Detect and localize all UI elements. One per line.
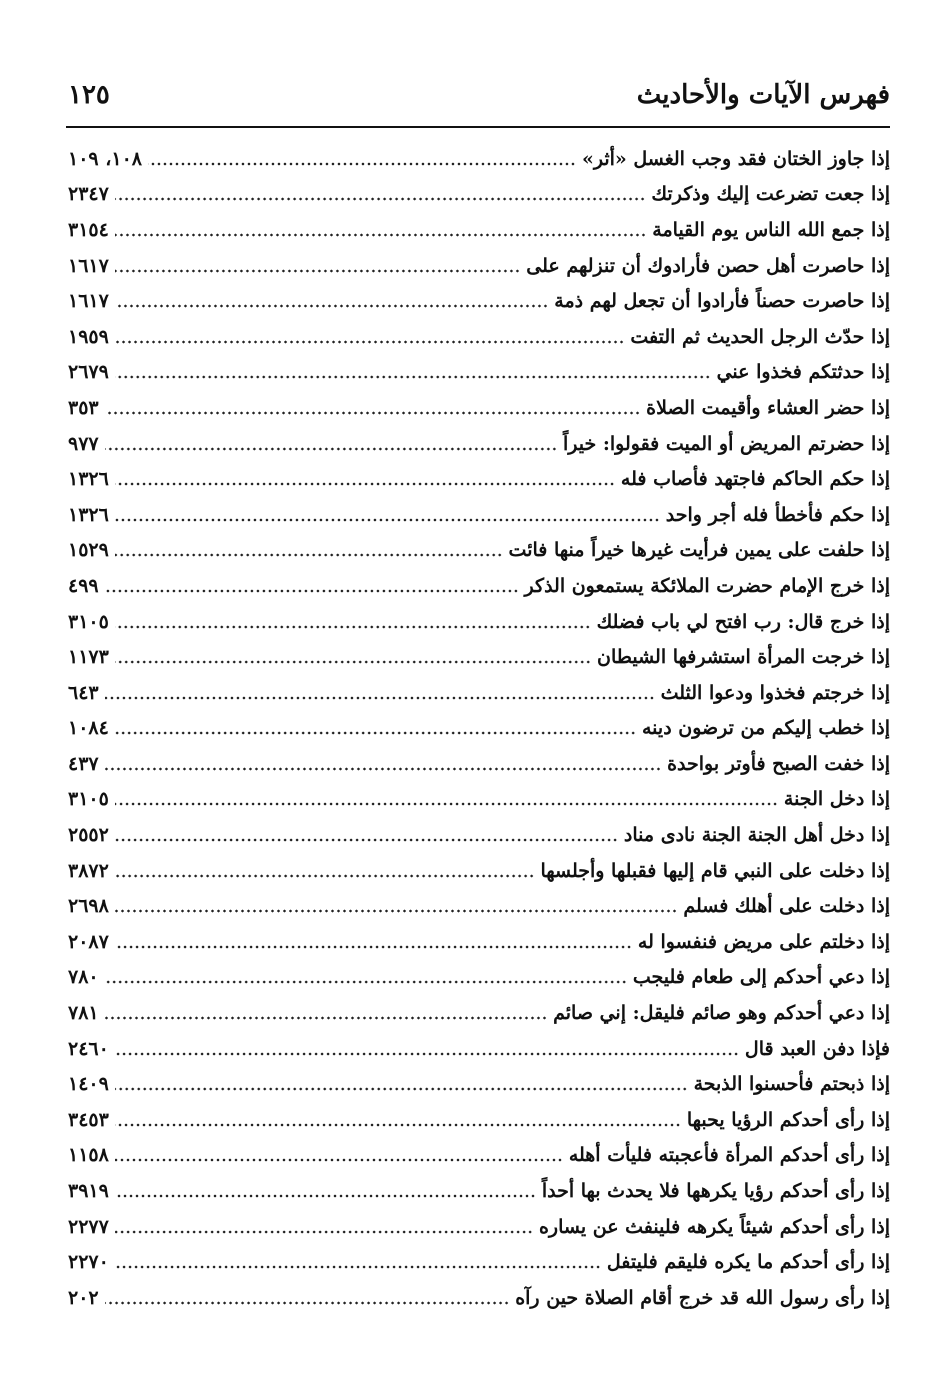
header-rule [66, 126, 890, 128]
entry-reference: ١٩٥٩ [68, 325, 109, 348]
dot-leader [115, 1228, 533, 1236]
index-entry [68, 711, 890, 747]
entry-text: إذا دعي أحدكم إلى طعام فليجب [632, 966, 890, 989]
entry-reference: ٣٥٣ [68, 396, 99, 419]
entry-reference: ٣٩١٩ [68, 1180, 109, 1203]
entry-reference: ١١٥٨ [68, 1144, 109, 1167]
index-entry [68, 248, 890, 284]
dot-leader [115, 872, 535, 880]
index-entry [68, 212, 890, 248]
index-entry [68, 1209, 890, 1245]
entry-text: إذا حلفت على يمين فرأيت غيرها خيراً منها فائت [508, 539, 890, 562]
dot-leader [115, 658, 591, 666]
index-entry [68, 924, 890, 960]
entry-text: إذا رأى رسول الله قد خرج أقام الصلاة حين رآه [515, 1286, 890, 1309]
running-title: فهرس الآيات والأحاديث [636, 80, 890, 110]
dot-leader [115, 480, 615, 488]
entry-text: إذا حاصرت حصناً فأرادوا أن تجعل لهم ذمة [554, 290, 890, 313]
dot-leader [105, 978, 627, 986]
entry-reference: ١٤٠٩ [68, 1073, 109, 1096]
dot-leader [148, 160, 576, 168]
entry-text: إذا حضر العشاء وأقيمت الصلاة [646, 396, 890, 419]
dot-leader [115, 516, 660, 524]
entry-text: إذا حدّث الرجل الحديث ثم التفت [630, 325, 890, 348]
entry-reference: ١٣٢٦ [68, 503, 109, 526]
entry-reference: ٣١٥٤ [68, 218, 109, 241]
index-entry [68, 639, 890, 675]
index-entry [68, 177, 890, 213]
entry-reference: ٢٢٧٠ [68, 1251, 109, 1274]
entry-reference: ٢٥٥٢ [68, 824, 109, 847]
entry-reference: ٢٤٦٠ [68, 1037, 109, 1060]
entry-text: إذا رأى أحدكم الرؤيا يحبها [686, 1108, 890, 1131]
entry-text: إذا دخلتم على مريض فنفسوا له [637, 930, 890, 953]
index-entry [68, 1066, 890, 1102]
dot-leader [115, 195, 646, 203]
dot-leader [115, 623, 591, 631]
entry-reference: ١٣٢٦ [68, 468, 109, 491]
dot-leader [115, 267, 520, 275]
index-entry [68, 1031, 890, 1067]
dot-leader [105, 587, 519, 595]
dot-leader [105, 765, 661, 773]
index-entry [68, 1102, 890, 1138]
index-entry [68, 817, 890, 853]
entry-reference: ١٦١٧ [68, 254, 109, 277]
entry-text: إذا جعت تضرعت إليك وذكرتك [651, 183, 890, 206]
dot-leader [115, 836, 618, 844]
entry-reference: ٢٢٧٧ [68, 1215, 109, 1238]
index-entry [68, 355, 890, 391]
entry-text: إذا رأى أحدكم رؤيا يكرهها فلا يحدث بها أحداً [541, 1180, 890, 1203]
index-entry [68, 782, 890, 818]
entry-text: إذا حدثتكم فخذوا عني [716, 361, 890, 384]
entry-reference: ١٦١٧ [68, 290, 109, 313]
index-entry [68, 604, 890, 640]
dot-leader [115, 338, 625, 346]
dot-leader [115, 1050, 739, 1058]
dot-leader [115, 373, 711, 381]
entry-reference: ٧٨٠ [68, 966, 99, 989]
entry-reference: ٢٦٩٨ [68, 895, 109, 918]
entry-text: إذا دخل الجنة [783, 788, 890, 811]
index-entry [68, 1244, 890, 1280]
dot-leader [115, 1121, 681, 1129]
dot-leader [115, 800, 778, 808]
dot-leader [115, 729, 636, 737]
dot-leader [105, 409, 641, 417]
entry-text: إذا جاوز الختان فقد وجب الغسل «أثر» [581, 147, 890, 170]
page-header [66, 72, 890, 122]
entry-text: إذا خرجت المرأة استشرفها الشيطان [597, 646, 890, 669]
entry-reference: ٤٣٧ [68, 752, 99, 775]
index-entry [68, 426, 890, 462]
dot-leader [115, 1156, 563, 1164]
entry-text: إذا رأى أحدكم ما يكره فليقم فليتفل [606, 1251, 890, 1274]
index-entry [68, 319, 890, 355]
entry-text: إذا دعي أحدكم وهو صائم فليقل: إني صائم [553, 1002, 890, 1025]
index-entry [68, 1280, 890, 1316]
index-entry [68, 283, 890, 319]
entry-reference: ١١٧٣ [68, 646, 109, 669]
entry-text: إذا رأى أحدكم شيئاً يكرهه فلينفث عن يساره [538, 1215, 890, 1238]
entry-reference: ١٠٨٤ [68, 717, 109, 740]
index-entry [68, 746, 890, 782]
entry-text: إذا دخلت على أهلك فسلم [683, 895, 890, 918]
entry-text: إذا حضرتم المريض أو الميت فقولوا: خيراً [563, 432, 890, 455]
index-entry [68, 960, 890, 996]
entry-text: إذا خرج قال: رب افتح لي باب فضلك [596, 610, 890, 633]
index-entry [68, 461, 890, 497]
dot-leader [115, 943, 632, 951]
entry-text: إذا خرجتم فخذوا ودعوا الثلث [660, 681, 890, 704]
page-number: ١٢٥ [68, 80, 110, 110]
entry-reference: ٢٦٧٩ [68, 361, 109, 384]
entry-reference: ٤٩٩ [68, 574, 99, 597]
entry-reference: ٢٠٨٧ [68, 930, 109, 953]
entry-reference: ٦٤٣ [68, 681, 99, 704]
index-entry [68, 390, 890, 426]
entry-text: إذا دخلت على النبي قام إليها فقبلها وأجلسها [540, 859, 890, 882]
entry-reference: ١٠٨، ١٠٩ [68, 147, 142, 170]
index-entry [68, 1138, 890, 1174]
dot-leader [115, 907, 678, 915]
entry-text: إذا خطب إليكم من ترضون دينه [641, 717, 890, 740]
entry-reference: ٣٨٧٢ [68, 859, 109, 882]
index-entry [68, 675, 890, 711]
entry-text: إذا جمع الله الناس يوم القيامة [652, 218, 890, 241]
index-entry [68, 533, 890, 569]
entry-text: إذا ذبحتم فأحسنوا الذبحة [693, 1073, 890, 1096]
entry-text: فإذا دفن العبد قال [744, 1037, 890, 1060]
index-entries [68, 141, 890, 1316]
index-entry [68, 141, 890, 177]
index-entry [68, 568, 890, 604]
entry-reference: ١٥٢٩ [68, 539, 109, 562]
index-entry [68, 995, 890, 1031]
dot-leader [105, 694, 655, 702]
index-entry [68, 888, 890, 924]
dot-leader [105, 1014, 547, 1022]
entry-reference: ٣١٠٥ [68, 788, 109, 811]
dot-leader [115, 302, 548, 310]
entry-text: إذا حكم فأخطأ فله أجر واحد [665, 503, 890, 526]
entry-reference: ٢٠٢ [68, 1286, 99, 1309]
dot-leader [115, 1085, 688, 1093]
dot-leader [105, 1299, 510, 1307]
dot-leader [115, 231, 646, 239]
index-entry [68, 1173, 890, 1209]
entry-text: إذا رأى أحدكم المرأة فأعجبته فليأت أهله [568, 1144, 890, 1167]
dot-leader [115, 1263, 601, 1271]
entry-reference: ٢٣٤٧ [68, 183, 109, 206]
entry-reference: ٧٨١ [68, 1002, 99, 1025]
entry-reference: ٩٧٧ [68, 432, 99, 455]
entry-text: إذا حاصرت أهل حصن فأرادوك أن تنزلهم على [526, 254, 890, 277]
index-entry [68, 497, 890, 533]
entry-text: إذا خرج الإمام حضرت الملائكة يستمعون الذكر [524, 574, 890, 597]
entry-reference: ٣٤٥٣ [68, 1108, 109, 1131]
entry-text: إذا حكم الحاكم فاجتهد فأصاب فله [620, 468, 890, 491]
entry-text: إذا خفت الصبح فأوتر بواحدة [667, 752, 890, 775]
index-entry [68, 853, 890, 889]
entry-reference: ٣١٠٥ [68, 610, 109, 633]
entry-text: إذا دخل أهل الجنة الجنة نادى مناد [623, 824, 890, 847]
dot-leader [105, 445, 557, 453]
dot-leader [115, 1192, 536, 1200]
dot-leader [115, 551, 503, 559]
